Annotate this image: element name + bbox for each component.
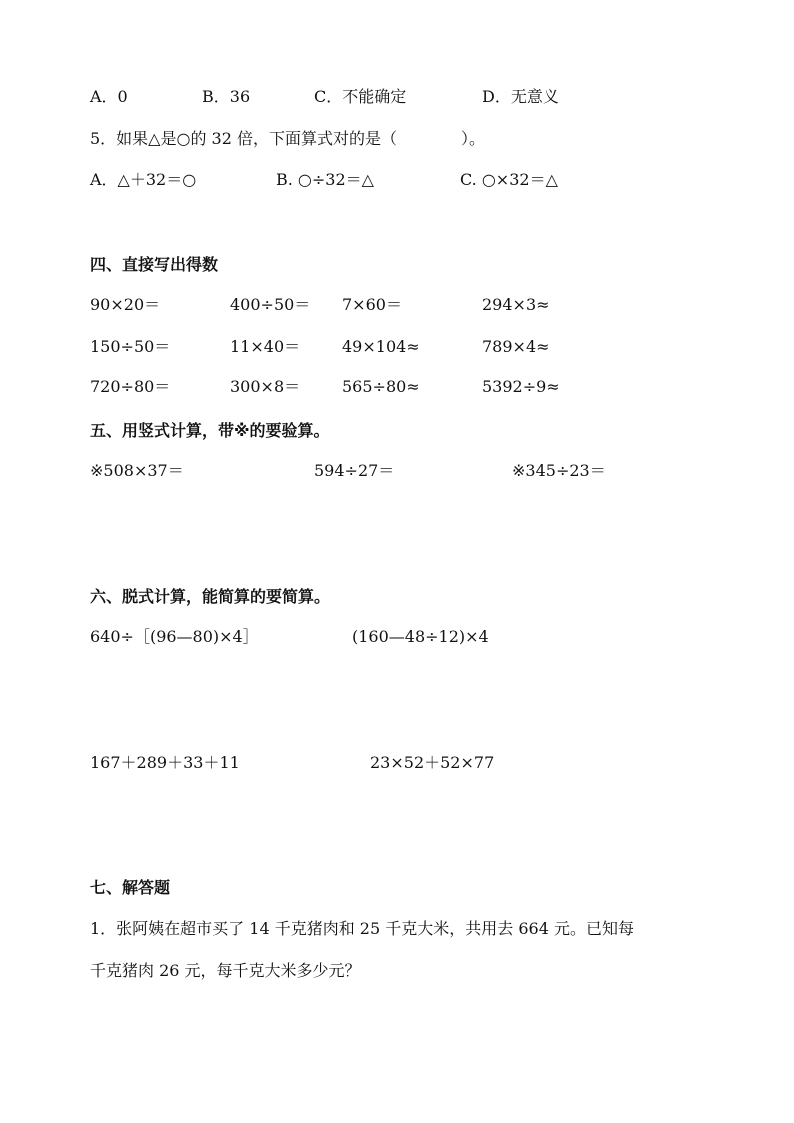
q5-stem: 5．如果△是○的 32 倍，下面算式对的是（ ）。 <box>90 129 485 148</box>
vertical-calc-item: ※345÷23＝ <box>512 461 606 480</box>
q5-option-a: A．△＋32＝○ <box>90 170 197 189</box>
section5-title: 五、用竖式计算，带※的要验算。 <box>90 421 330 440</box>
calc-item: 789×4≈ <box>482 337 550 356</box>
calc-item: 300×8＝ <box>230 377 301 396</box>
vertical-calc-item: 594÷27＝ <box>314 461 395 480</box>
calc-item: 400÷50＝ <box>230 295 311 314</box>
calc-item: 7×60＝ <box>342 295 402 314</box>
q5-option-c: C. ○×32＝△ <box>460 170 558 189</box>
q1-text-line2: 千克猪肉 26 元，每千克大米多少元？ <box>90 961 361 980</box>
calc-item: 565÷80≈ <box>342 377 420 396</box>
calc-item: 11×40＝ <box>230 337 301 356</box>
calc-item: 49×104≈ <box>342 337 420 356</box>
q4-option-b: B．36 <box>202 87 251 106</box>
section4-title: 四、直接写出得数 <box>90 255 219 274</box>
calc-item: 5392÷9≈ <box>482 377 560 396</box>
calc-item: 294×3≈ <box>482 295 550 314</box>
stepwise-calc-item: 167＋289＋33＋11 <box>90 753 240 772</box>
stepwise-calc-item: (160—48÷12)×4 <box>352 627 489 646</box>
section7-title: 七、解答题 <box>90 878 171 897</box>
calc-item: 150÷50＝ <box>90 337 171 356</box>
section6-title: 六、脱式计算，能简算的要简算。 <box>90 587 331 606</box>
stepwise-calc-item: 23×52＋52×77 <box>370 753 495 772</box>
q1-text-line1: 1．张阿姨在超市买了 14 千克猪肉和 25 千克大米，共用去 664 元。已知每 <box>90 919 634 938</box>
q4-option-c: C．不能确定 <box>314 87 407 106</box>
stepwise-calc-item: 640÷［(96—80)×4］ <box>90 627 259 646</box>
q5-option-b: B. ○÷32＝△ <box>276 170 374 189</box>
vertical-calc-item: ※508×37＝ <box>90 461 184 480</box>
q4-option-a: A．0 <box>90 87 128 106</box>
calc-item: 720÷80＝ <box>90 377 171 396</box>
q4-option-d: D．无意义 <box>482 87 559 106</box>
calc-item: 90×20＝ <box>90 295 161 314</box>
